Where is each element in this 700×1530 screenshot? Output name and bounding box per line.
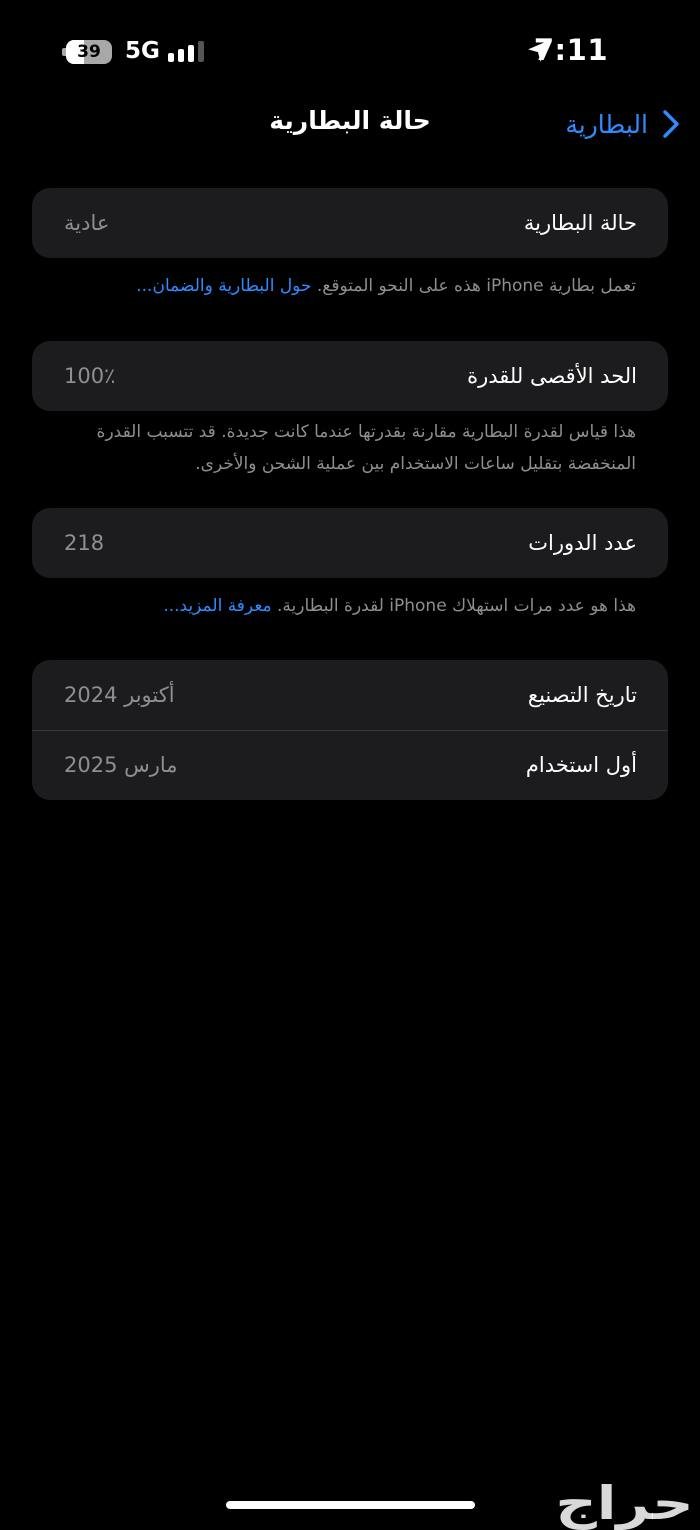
maximum-capacity-footnote: هذا قياس لقدرة البطارية مقارنة بقدرتها عندما كانت جديدة. قد تتسبب القدرة المنخفضة بتقليل ساعات الاستخدام بين عملية الشحن والأخرى.	[96, 422, 636, 474]
battery-health-value: عادية	[64, 211, 110, 235]
maximum-capacity-cell	[32, 341, 668, 411]
maximum-capacity-label: الحد الأقصى للقدرة	[467, 364, 637, 388]
signal-bar	[178, 49, 184, 62]
haraj-watermark-logo: حراج	[555, 1476, 694, 1530]
chevron-right-icon	[662, 109, 680, 139]
first-use-row	[32, 730, 668, 800]
cycle-count-footnote	[64, 590, 636, 622]
home-indicator[interactable]	[226, 1501, 475, 1509]
battery-dates-cell	[32, 660, 668, 800]
battery-warranty-link[interactable]: حول البطارية والضمان...	[136, 276, 312, 296]
battery-level: 39	[77, 42, 101, 62]
learn-more-link[interactable]: معرفة المزيد...	[163, 596, 272, 616]
first-use-label: أول استخدام	[525, 753, 637, 777]
network-type: 5G	[125, 38, 160, 64]
back-button[interactable]	[565, 104, 680, 144]
navigation-bar	[0, 100, 700, 150]
page-title: حالة البطارية	[269, 106, 431, 135]
signal-bar	[168, 53, 174, 62]
status-time: 7:11	[533, 33, 608, 67]
maximum-capacity-row	[32, 341, 668, 411]
battery-health-footnote-text: تعمل بطارية iPhone هذه على النحو المتوقع.	[311, 276, 636, 296]
signal-bar	[198, 41, 204, 62]
back-button-label: البطارية	[565, 109, 648, 139]
maximum-capacity-value: 100٪	[64, 364, 116, 388]
cycle-count-value: 218	[64, 531, 105, 555]
cycle-count-label: عدد الدورات	[528, 531, 637, 555]
manufacture-date-value: أكتوبر 2024	[64, 683, 175, 707]
battery-health-row	[32, 188, 668, 258]
cycle-count-row	[32, 508, 668, 578]
manufacture-date-label: تاريخ التصنيع	[527, 683, 637, 707]
status-bar	[0, 0, 700, 100]
battery-health-footnote	[64, 270, 636, 302]
battery-health-cell	[32, 188, 668, 258]
signal-icon	[168, 40, 206, 62]
battery-health-label: حالة البطارية	[523, 211, 637, 235]
signal-bar	[188, 45, 194, 62]
first-use-value: مارس 2025	[64, 753, 178, 777]
cycle-count-footnote-text: هذا هو عدد مرات استهلاك iPhone لقدرة البطارية.	[271, 596, 636, 616]
battery-icon	[62, 40, 114, 64]
manufacture-date-row	[32, 660, 668, 730]
cycle-count-cell	[32, 508, 668, 578]
